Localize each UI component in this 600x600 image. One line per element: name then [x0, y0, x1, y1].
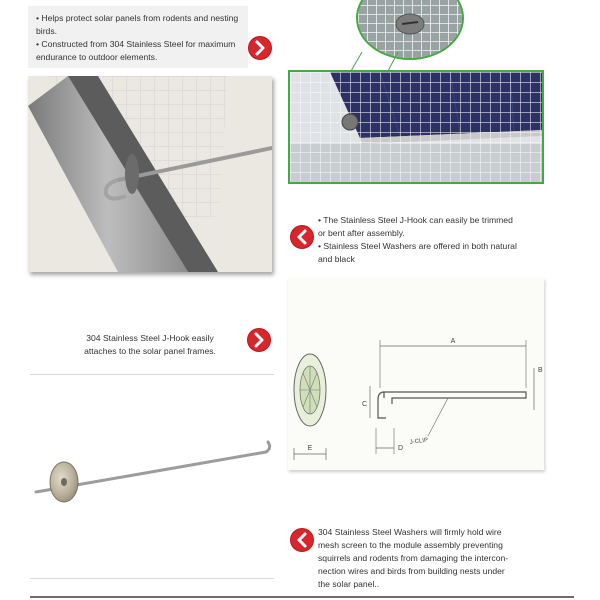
- arrow-right-icon: [248, 36, 272, 60]
- arrow-left-icon: [290, 528, 314, 552]
- jhook-frame-photo: [28, 76, 272, 272]
- note-line: • The Stainless Steel J-Hook can easily be trimmed or bent after assembly.: [318, 215, 513, 238]
- arrow-left-icon: [290, 225, 314, 249]
- note-line: nection wires and birds from building nests under: [318, 566, 505, 576]
- note-line: squirrels and rodents from damaging the intercon-: [318, 553, 509, 563]
- note-line: the solar panel..: [318, 579, 380, 589]
- dim-label-d: D: [398, 445, 404, 452]
- section-divider: [30, 578, 274, 579]
- note-line: 304 Stainless Steel Washers will firmly hold wire: [318, 527, 502, 537]
- feature-note-protection: [28, 6, 248, 68]
- caption-line: 304 Stainless Steel J-Hook easily: [86, 333, 214, 343]
- note-line: • Helps protect solar panels from rodents and nesting birds.: [36, 13, 239, 36]
- feature-note-washers: [318, 526, 528, 591]
- jhook-caption: [60, 332, 240, 358]
- dim-label-c: C: [362, 401, 368, 408]
- part-label: J-CLIP: [409, 437, 429, 446]
- jhook-washer-photo: [30, 376, 274, 576]
- dim-label-b: B: [538, 367, 543, 374]
- feature-note-jhook: [318, 214, 518, 272]
- jhook-diagram: [288, 278, 544, 470]
- dim-label-a: A: [450, 338, 456, 345]
- arrow-right-icon: [247, 328, 271, 352]
- section-divider: [30, 374, 274, 375]
- panel-mesh-photo: [288, 70, 544, 184]
- caption-line: attaches to the solar panel frames.: [84, 346, 216, 356]
- note-line: • Stainless Steel Washers are offered in both natural and black: [318, 241, 517, 264]
- note-line: mesh screen to the module assembly preventing: [318, 540, 503, 550]
- page-bottom-rule: [30, 596, 574, 598]
- note-line: • Constructed from 304 Stainless Steel for maximum endurance to outdoor elements.: [36, 39, 236, 62]
- dim-label-e: E: [307, 445, 313, 452]
